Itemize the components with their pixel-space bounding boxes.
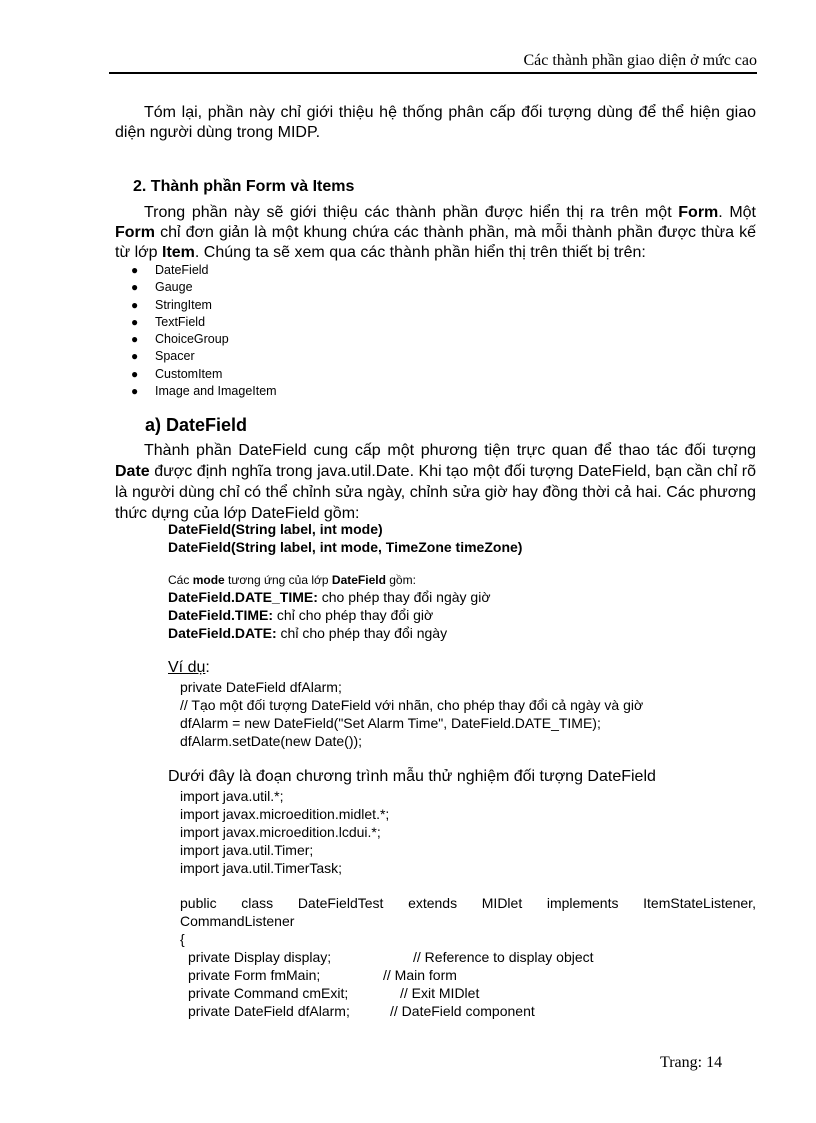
sample-intro: Dưới đây là đoạn chương trình mẫu thử nghiệm đối tượng DateField — [168, 768, 656, 785]
bullet-icon: ● — [131, 366, 139, 381]
bullet-icon: ● — [131, 280, 139, 295]
mode-date-time: DateField.DATE_TIME: cho phép thay đổi ngày giờ — [168, 589, 491, 605]
intro-paragraph: Tóm lại, phần này chỉ giới thiệu hệ thống phân cấp đối tượng dùng để thể hiện giao diện người dùng trong MIDP. — [115, 104, 756, 141]
example-code-line: private DateField dfAlarm; — [180, 679, 342, 695]
bullet-icon: ● — [131, 263, 139, 277]
open-brace: { — [180, 931, 185, 947]
example-code-line: dfAlarm = new DateField("Set Alarm Time", DateField.DATE_TIME); — [180, 715, 601, 731]
bullet-icon: ● — [131, 332, 139, 347]
list-item: ● Gauge — [131, 279, 277, 296]
example-code-line: dfAlarm.setDate(new Date()); — [180, 733, 363, 749]
section-heading-form-items: 2. Thành phần Form và Items — [133, 178, 355, 195]
field-comment: // DateField component — [390, 1003, 535, 1019]
field-comment: // Reference to display object — [413, 949, 594, 965]
header-rule — [109, 72, 757, 74]
list-item: ● Image and ImageItem — [131, 383, 277, 400]
list-item: ● CustomItem — [131, 366, 277, 383]
form-items-paragraph: Trong phần này sẽ giới thiệu các thành phần được hiển thị ra trên một Form. Một Form chỉ đơn giản là một khung chứa các thành phần, mà mỗi thành phần được thừa kế từ lớp Item. Chúng ta sẽ xem qua các thành phần hiển thị trên thiết bị trên: — [115, 204, 757, 261]
import-line: import java.util.TimerTask; — [180, 860, 343, 876]
modes-intro: Các mode tương ứng của lớp DateField gồm: — [168, 573, 416, 587]
item-component-list — [131, 262, 277, 400]
class-declaration: public class DateFieldTest extends MIDlet implements ItemStateListener, — [180, 895, 756, 911]
list-item: ● Spacer — [131, 348, 277, 365]
running-header: Các thành phần giao diện ở mức cao — [523, 52, 757, 69]
class-declaration-cont: CommandListener — [180, 913, 295, 929]
list-item: ● TextField — [131, 314, 277, 331]
bullet-icon: ● — [131, 384, 139, 399]
mode-date: DateField.DATE: chỉ cho phép thay đổi ngày — [168, 625, 448, 641]
constructor-1: DateField(String label, int mode) — [168, 521, 383, 537]
constructor-2: DateField(String label, int mode, TimeZone timeZone) — [168, 539, 523, 555]
example-code-line: // Tạo một đối tượng DateField với nhãn, cho phép thay đổi cả ngày và giờ — [180, 697, 644, 713]
bullet-icon: ● — [131, 314, 139, 329]
list-item: ● ChoiceGroup — [131, 331, 277, 348]
field-comment: // Exit MIDlet — [400, 985, 480, 1001]
field-declaration: private DateField dfAlarm; — [188, 1003, 350, 1019]
import-line: import java.util.*; — [180, 788, 284, 804]
page-number: Trang: 14 — [660, 1054, 723, 1071]
import-line: import javax.microedition.lcdui.*; — [180, 824, 381, 840]
bullet-icon: ● — [131, 349, 139, 364]
datefield-paragraph: Thành phần DateField cung cấp một phương tiện trực quan để thao tác đối tượng Date được định nghĩa trong java.util.Date. Khi tạo một đối tượng DateField, bạn cần chỉ rõ là người dùng chỉ có thể chỉnh sửa ngày, chỉnh sửa giờ hay đồng thời cả hai. Các phương thức dựng của lớp DateField gồm: — [115, 442, 756, 522]
field-comment: // Main form — [383, 967, 457, 983]
import-line: import javax.microedition.midlet.*; — [180, 806, 390, 822]
example-label: Ví dụ: — [168, 659, 210, 676]
list-item: ● StringItem — [131, 297, 277, 314]
list-item: ● DateField — [131, 262, 277, 279]
bullet-icon: ● — [131, 297, 139, 312]
subsection-heading-datefield: a) DateField — [145, 415, 248, 435]
field-declaration: private Display display; — [188, 949, 332, 965]
import-line: import java.util.Timer; — [180, 842, 314, 858]
mode-time: DateField.TIME: chỉ cho phép thay đổi giờ — [168, 607, 434, 623]
field-declaration: private Command cmExit; — [188, 985, 349, 1001]
field-declaration: private Form fmMain; — [188, 967, 321, 983]
